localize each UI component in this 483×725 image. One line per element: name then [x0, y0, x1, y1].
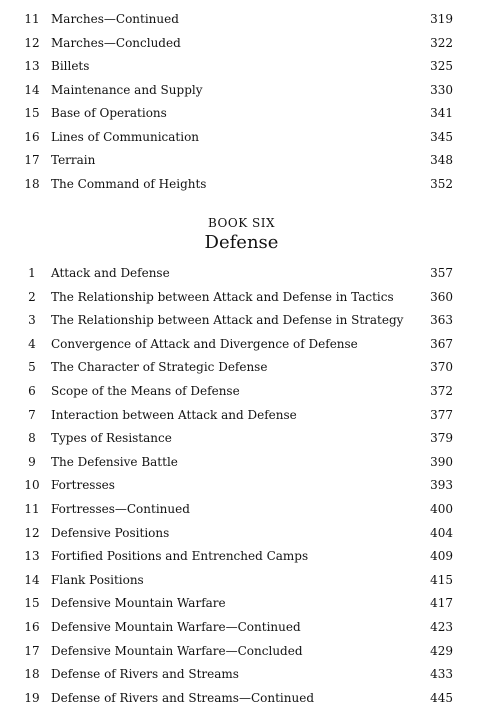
toc-entry	[0, 262, 483, 284]
chapter-number: 10	[24, 478, 40, 493]
page-number: 370	[430, 360, 453, 375]
page-number: 345	[430, 129, 453, 144]
page-number: 348	[430, 153, 453, 167]
chapter-title: Maintenance and Supply	[51, 82, 203, 97]
toc-entry	[0, 32, 483, 54]
toc-entry	[0, 616, 483, 638]
chapter-number: 15	[24, 106, 40, 120]
chapter-number: 11	[24, 12, 40, 26]
chapter-number: 17	[24, 153, 40, 167]
toc-entry	[0, 55, 483, 77]
chapter-title: Defensive Mountain Warfare—Continued	[51, 620, 301, 634]
chapter-number: 7	[28, 407, 36, 422]
page-number: 409	[430, 549, 453, 564]
chapter-number: 9	[28, 454, 36, 469]
chapter-title: Fortresses—Continued	[51, 502, 190, 516]
toc-entry	[0, 522, 483, 544]
page-number: 341	[430, 106, 453, 120]
chapter-title: Defensive Mountain Warfare—Concluded	[51, 643, 303, 658]
chapter-title: Interaction between Attack and Defense	[51, 407, 297, 422]
toc-entry	[0, 451, 483, 473]
chapter-title: Billets	[51, 59, 90, 73]
toc-entry	[0, 149, 483, 171]
chapter-number: 14	[24, 572, 40, 587]
chapter-number: 8	[28, 431, 36, 446]
chapter-title: Lines of Communication	[51, 129, 200, 144]
chapter-title: Defense of Rivers and Streams—Continued	[51, 690, 314, 705]
book-label: BOOK SIX	[208, 216, 275, 230]
chapter-title: Fortresses	[51, 478, 115, 493]
page-number: 433	[430, 667, 453, 682]
toc-entry	[0, 663, 483, 685]
toc-entry	[0, 286, 483, 308]
toc-entry	[0, 126, 483, 148]
chapter-number: 1	[28, 266, 36, 280]
chapter-title: The Relationship between Attack and Defense in Strategy	[51, 313, 404, 328]
toc-entry	[0, 333, 483, 355]
toc-entry	[0, 356, 483, 378]
chapter-number: 13	[24, 549, 40, 564]
chapter-title: The Defensive Battle	[51, 454, 178, 469]
chapter-number: 14	[24, 82, 40, 97]
chapter-number: 2	[28, 289, 36, 304]
chapter-number: 18	[24, 176, 40, 191]
chapter-number: 5	[28, 360, 36, 375]
chapter-number: 18	[24, 667, 40, 682]
chapter-number: 17	[24, 643, 40, 658]
toc-entry	[0, 498, 483, 520]
page-number: 423	[430, 620, 453, 634]
toc-entry	[0, 102, 483, 124]
chapter-title: Defensive Mountain Warfare	[51, 596, 226, 611]
toc-entry	[0, 79, 483, 101]
page-number: 445	[430, 690, 453, 705]
page-number: 415	[430, 572, 453, 587]
page-number: 429	[430, 643, 453, 658]
chapter-number: 16	[24, 620, 40, 634]
toc-entry	[0, 592, 483, 614]
chapter-title: Types of Resistance	[51, 431, 172, 446]
page-number: 325	[430, 59, 453, 73]
toc-entry	[0, 569, 483, 591]
chapter-title: The Command of Heights	[51, 176, 207, 191]
chapter-title: Defense of Rivers and Streams	[51, 667, 239, 682]
chapter-title: Scope of the Means of Defense	[51, 384, 240, 398]
toc-entry	[0, 309, 483, 331]
chapter-title: Marches—Concluded	[51, 35, 181, 50]
chapter-number: 13	[24, 59, 40, 73]
book-title: Defense	[204, 232, 279, 253]
toc-entry	[0, 545, 483, 567]
chapter-title: Attack and Defense	[51, 266, 170, 280]
page-number: 377	[430, 407, 453, 422]
chapter-title: Terrain	[51, 153, 96, 167]
page-number: 319	[430, 12, 453, 26]
chapter-number: 15	[24, 596, 40, 611]
chapter-number: 19	[24, 690, 40, 705]
chapter-number: 11	[24, 502, 40, 516]
toc-entry	[0, 427, 483, 449]
page-number: 400	[430, 502, 453, 516]
page-number: 417	[430, 596, 453, 611]
chapter-number: 3	[28, 313, 36, 328]
chapter-title: Marches—Continued	[51, 12, 179, 26]
page-number: 330	[430, 82, 453, 97]
toc-entry	[0, 687, 483, 709]
chapter-number: 12	[24, 525, 40, 540]
chapter-title: Defensive Positions	[51, 525, 170, 540]
chapter-title: Flank Positions	[51, 572, 144, 587]
toc-entry	[0, 404, 483, 426]
chapter-title: The Relationship between Attack and Defense in Tactics	[51, 289, 394, 304]
chapter-title: Base of Operations	[51, 106, 167, 120]
page-number: 352	[430, 176, 453, 191]
chapter-title: The Character of Strategic Defense	[51, 360, 268, 375]
chapter-title: Fortified Positions and Entrenched Camps	[51, 549, 309, 564]
toc-entry	[0, 380, 483, 402]
page-number: 363	[430, 313, 453, 328]
toc-entry	[0, 640, 483, 662]
page-number: 367	[430, 336, 453, 351]
page-number: 360	[430, 289, 453, 304]
page-number: 404	[430, 525, 453, 540]
page-number: 390	[430, 454, 453, 469]
page-number: 322	[430, 35, 453, 50]
page-number: 372	[430, 384, 453, 398]
toc-entry	[0, 173, 483, 195]
toc-entry	[0, 474, 483, 496]
page-number: 393	[430, 478, 453, 493]
chapter-title: Convergence of Attack and Divergence of Defense	[51, 336, 358, 351]
chapter-number: 4	[28, 336, 36, 351]
chapter-number: 16	[24, 129, 40, 144]
chapter-number: 12	[24, 35, 40, 50]
chapter-number: 6	[28, 384, 36, 398]
page-number: 357	[430, 266, 453, 280]
toc-entry	[0, 8, 483, 30]
page-number: 379	[430, 431, 453, 446]
